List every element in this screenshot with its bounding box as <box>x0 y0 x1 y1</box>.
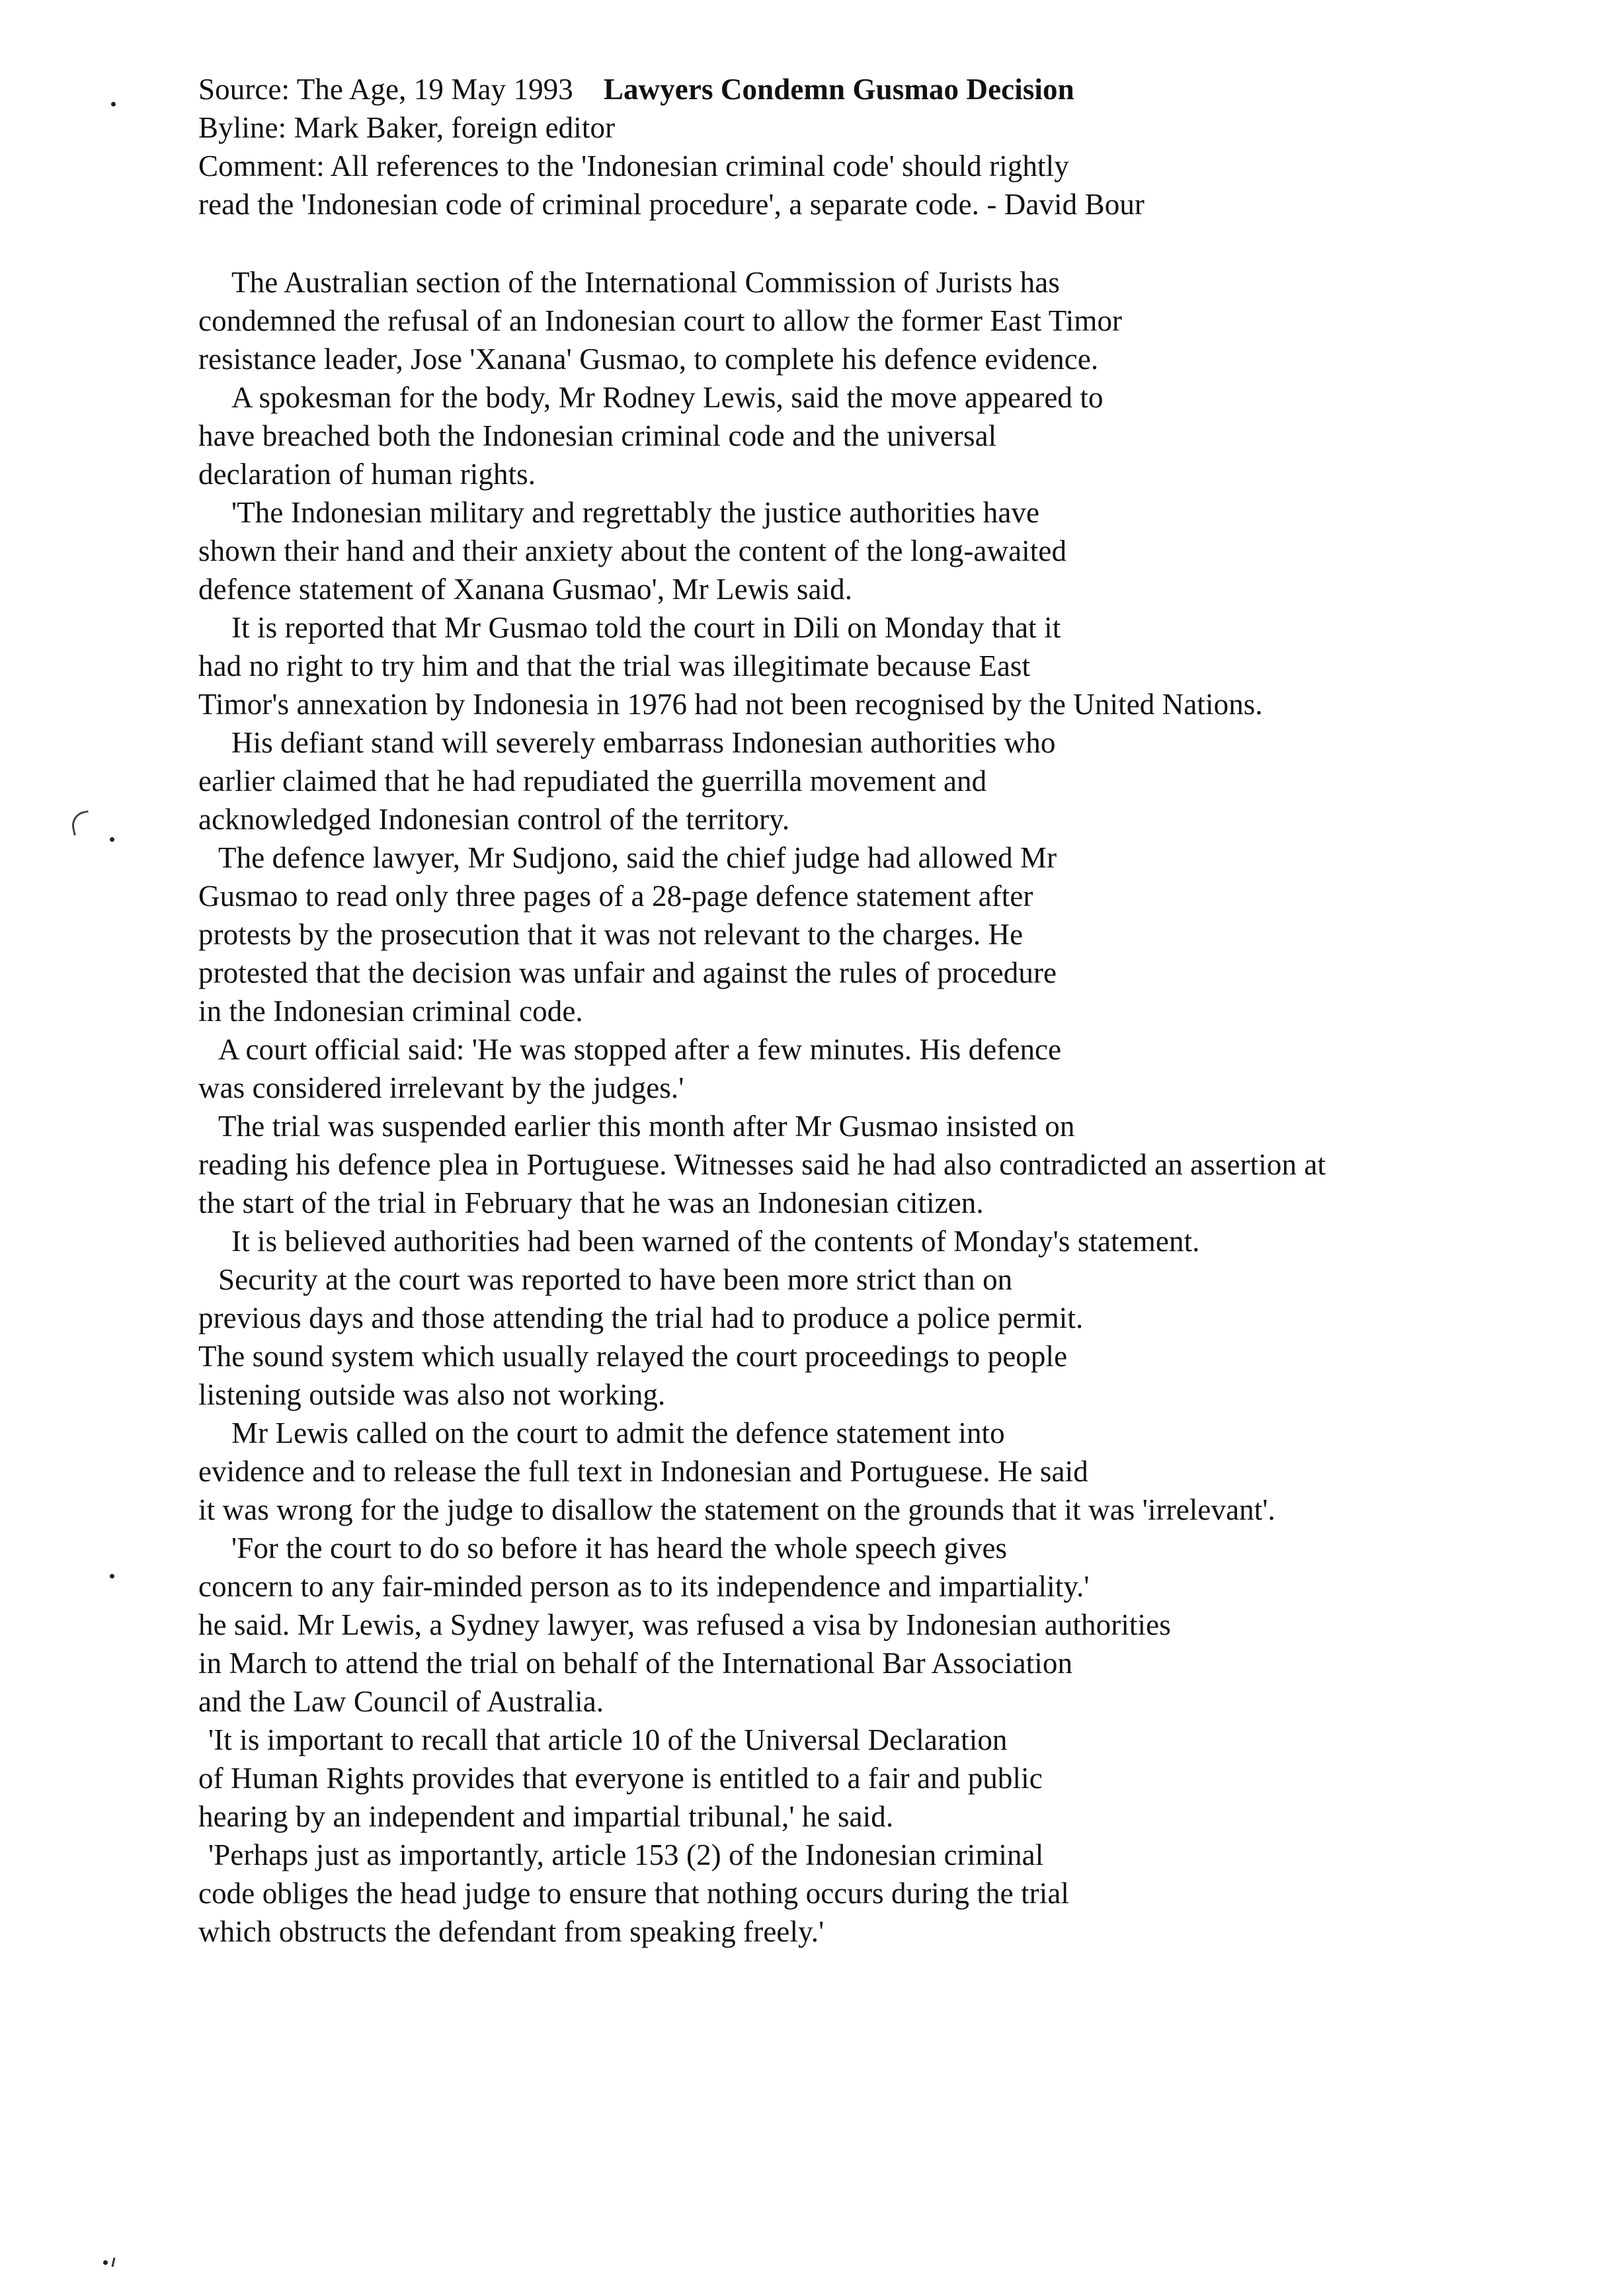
margin-dot <box>111 102 116 106</box>
body-line: of Human Rights provides that everyone is entitled to a fair and public <box>198 1762 1043 1795</box>
body-line: His defiant stand will severely embarrass Indonesian authorities who <box>231 726 1056 759</box>
body-line: Mr Lewis called on the court to admit the defence statement into <box>231 1416 1005 1450</box>
body-line: earlier claimed that he had repudiated the guerrilla movement and <box>198 764 987 798</box>
body-line: evidence and to release the full text in Indonesian and Portuguese. He said <box>198 1455 1088 1488</box>
body-line: It is believed authorities had been warned of the contents of Monday's statement. <box>231 1225 1200 1258</box>
body-line: resistance leader, Jose 'Xanana' Gusmao, to complete his defence evidence. <box>198 343 1099 376</box>
body-line: 'For the court to do so before it has heard the whole speech gives <box>231 1532 1008 1565</box>
body-line: concern to any fair-minded person as to its independence and impartiality.' <box>198 1570 1090 1603</box>
comment-line-1: Comment: All references to the 'Indonesian criminal code' should rightly <box>198 149 1069 183</box>
margin-tick <box>112 2258 116 2267</box>
body-line: the start of the trial in February that he was an Indonesian citizen. <box>198 1186 984 1219</box>
article-title: Lawyers Condemn Gusmao Decision <box>603 73 1074 106</box>
body-line: The trial was suspended earlier this month after Mr Gusmao insisted on <box>218 1110 1075 1143</box>
body-line: it was wrong for the judge to disallow the statement on the grounds that it was 'irrelevant'. <box>198 1493 1275 1526</box>
body-line: shown their hand and their anxiety about the content of the long-awaited <box>198 534 1067 567</box>
body-line: A court official said: 'He was stopped after a few minutes. His defence <box>218 1033 1062 1066</box>
body-line: which obstructs the defendant from speaking freely.' <box>198 1915 824 1948</box>
margin-dot <box>110 837 114 842</box>
body-line: previous days and those attending the trial had to produce a police permit. <box>198 1301 1084 1334</box>
body-line: A spokesman for the body, Mr Rodney Lewis, said the move appeared to <box>231 381 1104 414</box>
body-line: hearing by an independent and impartial tribunal,' he said. <box>198 1800 894 1833</box>
body-line: protested that the decision was unfair and against the rules of procedure <box>198 956 1057 989</box>
body-line: declaration of human rights. <box>198 458 536 491</box>
body-line: and the Law Council of Australia. <box>198 1685 604 1718</box>
body-line: reading his defence plea in Portuguese. Witnesses said he had also contradicted an assertion at <box>198 1148 1326 1181</box>
body-line: protests by the prosecution that it was not relevant to the charges. He <box>198 918 1024 951</box>
body-line: acknowledged Indonesian control of the territory. <box>198 803 790 836</box>
body-line: Gusmao to read only three pages of a 28-page defence statement after <box>198 880 1033 913</box>
body-line: was considered irrelevant by the judges.' <box>198 1071 684 1104</box>
body-line: The sound system which usually relayed the court proceedings to people <box>198 1340 1068 1373</box>
body-line: have breached both the Indonesian criminal code and the universal <box>198 419 997 452</box>
body-line: 'Perhaps just as importantly, article 153 (2) of the Indonesian criminal <box>208 1838 1044 1871</box>
byline: Byline: Mark Baker, foreign editor <box>198 111 616 144</box>
body-line: It is reported that Mr Gusmao told the court in Dili on Monday that it <box>231 611 1061 644</box>
body-line: The defence lawyer, Mr Sudjono, said the chief judge had allowed Mr <box>218 841 1057 874</box>
body-line: code obliges the head judge to ensure that nothing occurs during the trial <box>198 1877 1070 1910</box>
margin-dot <box>103 2260 108 2265</box>
body-line: he said. Mr Lewis, a Sydney lawyer, was refused a visa by Indonesian authorities <box>198 1608 1171 1641</box>
body-line: condemned the refusal of an Indonesian court to allow the former East Timor <box>198 304 1123 337</box>
body-line: had no right to try him and that the trial was illegitimate because East <box>198 649 1031 682</box>
body-line: in March to attend the trial on behalf of the International Bar Association <box>198 1647 1073 1680</box>
body-line: Timor's annexation by Indonesia in 1976 had not been recognised by the United Nations. <box>198 688 1263 721</box>
body-line: 'The Indonesian military and regrettably the justice authorities have <box>231 496 1040 529</box>
margin-dot <box>110 1574 114 1578</box>
body-line: Security at the court was reported to have been more strict than on <box>218 1263 1013 1296</box>
source-line <box>198 70 1074 108</box>
comment-line-2: read the 'Indonesian code of criminal procedure', a separate code. - David Bour <box>198 188 1145 221</box>
body-line: in the Indonesian criminal code. <box>198 995 583 1028</box>
body-line: defence statement of Xanana Gusmao', Mr Lewis said. <box>198 573 853 606</box>
margin-mark <box>69 810 93 835</box>
body-line: The Australian section of the International Commission of Jurists has <box>231 266 1060 299</box>
source-text: Source: The Age, 19 May 1993 <box>198 73 573 106</box>
body-line: listening outside was also not working. <box>198 1378 666 1411</box>
body-line: 'It is important to recall that article 10 of the Universal Declaration <box>208 1723 1008 1756</box>
